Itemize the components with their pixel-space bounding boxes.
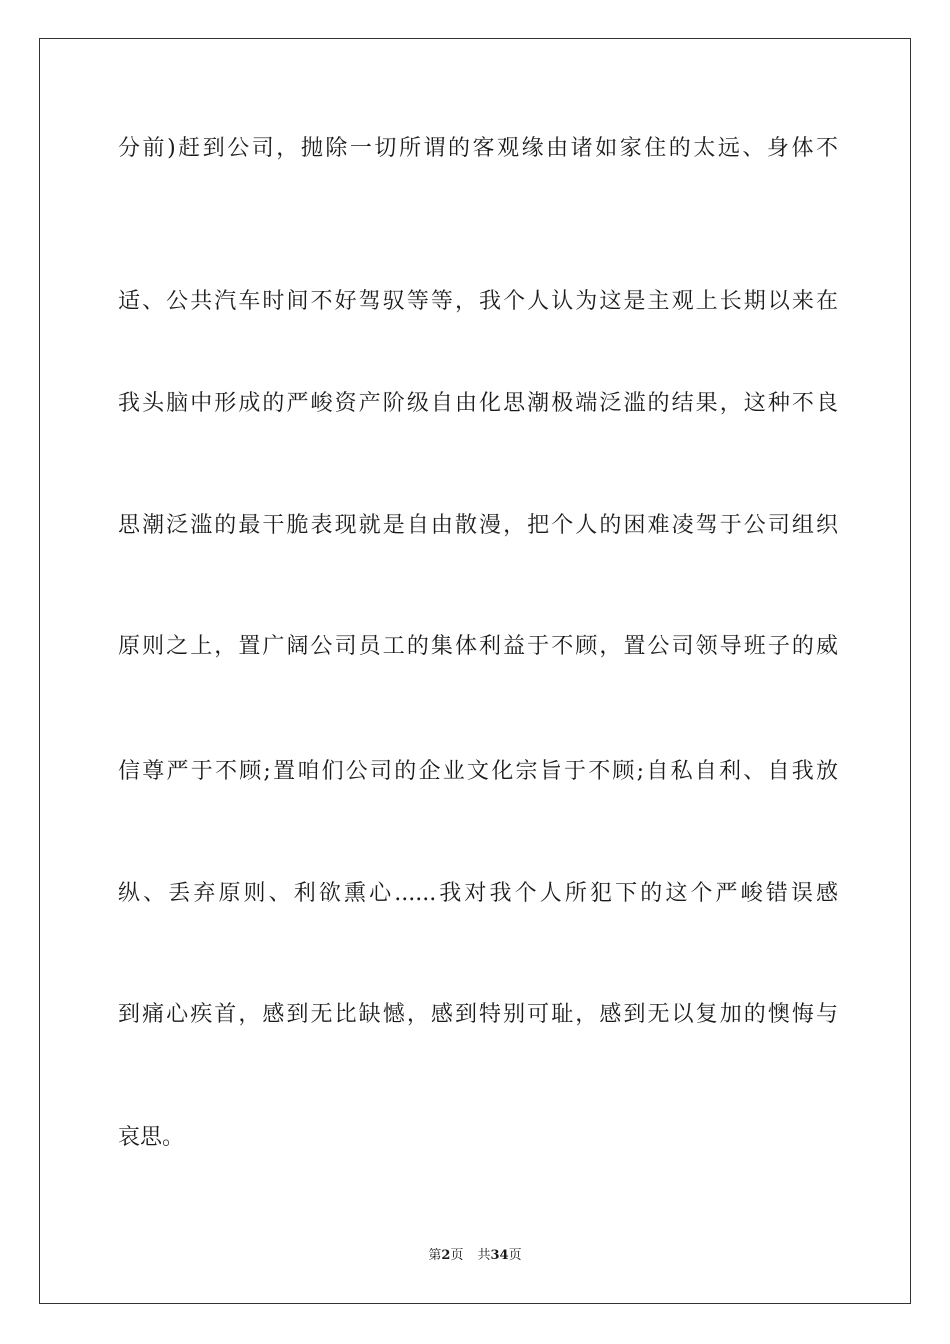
paragraph-line: 哀思。 <box>118 1125 185 1150</box>
paragraph-line: 到痛心疾首，感到无比缺憾，感到特别可耻，感到无以复加的懊悔与 <box>118 1002 838 1027</box>
total-prefix: 共 <box>477 1248 491 1263</box>
paragraph-line: 分前)赶到公司，抛除一切所谓的客观缘由诸如家住的太远、身体不 <box>118 136 838 161</box>
paragraph-line: 原则之上，置广阔公司员工的集体利益于不顾，置公司领导班子的威 <box>118 634 838 659</box>
page-prefix: 第 <box>428 1248 442 1263</box>
current-page-number: 2 <box>441 1248 451 1263</box>
page-unit: 页 <box>450 1248 464 1263</box>
paragraph-line: 纵、丢弃原则、利欲熏心......我对我个人所犯下的这个严峻错误感 <box>118 881 838 906</box>
total-unit: 页 <box>508 1248 522 1263</box>
paragraph-line: 信尊严于不顾;置咱们公司的企业文化宗旨于不顾;自私自利、自我放 <box>118 759 838 784</box>
paragraph-line: 我头脑中形成的严峻资产阶级自由化思潮极端泛滥的结果，这种不良 <box>118 391 838 416</box>
paragraph-line: 适、公共汽车时间不好驾驭等等，我个人认为这是主观上长期以来在 <box>118 289 838 314</box>
page-footer <box>0 1247 950 1265</box>
paragraph-line: 思潮泛滥的最干脆表现就是自由散漫，把个人的困难凌驾于公司组织 <box>118 513 838 538</box>
total-page-number: 34 <box>490 1248 509 1263</box>
page-border <box>39 38 911 1304</box>
